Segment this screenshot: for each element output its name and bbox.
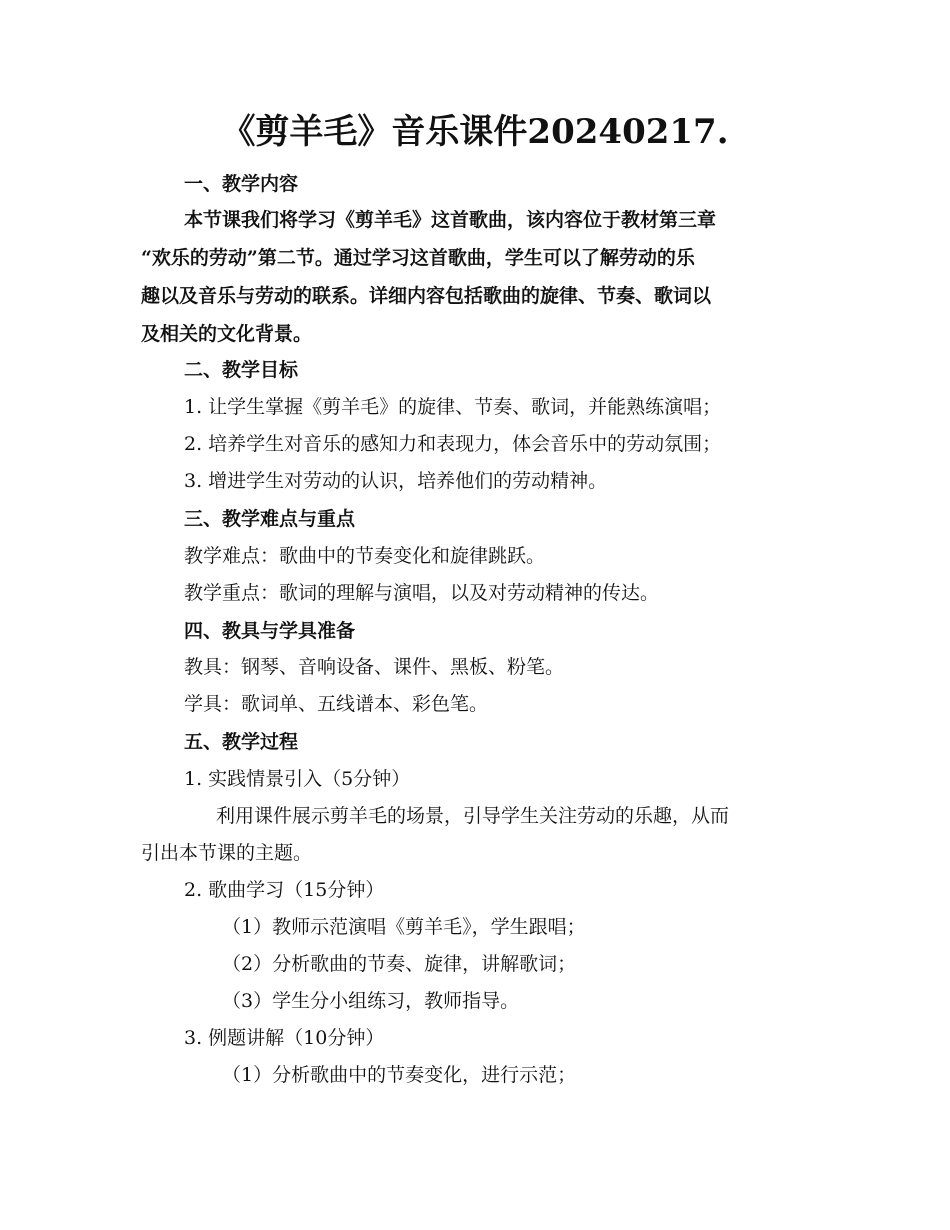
section-heading-process: 五、教学过程 [184,731,299,753]
process-substep-item: （3）学生分小组练习，教师指导。 [222,990,520,1012]
student-tools-text: 学具：歌词单、五线谱本、彩色笔。 [184,693,489,715]
goal-item: 3. 增进学生对劳动的认识，培养他们的劳动精神。 [184,470,608,492]
content-paragraph-line: 及相关的文化背景。 [141,323,313,345]
process-step-paragraph-line: 利用课件展示剪羊毛的场景，引导学生关注劳动的乐趣，从而 [216,805,730,827]
process-step-title: 2. 歌曲学习（15分钟） [184,879,385,901]
document-title: 《剪羊毛》音乐课件20240217. [221,112,729,152]
teacher-tools-text: 教具：钢琴、音响设备、课件、黑板、粉笔。 [184,656,565,678]
section-heading-tools: 四、教具与学具准备 [184,620,356,642]
goal-item: 1. 让学生掌握《剪羊毛》的旋律、节奏、歌词，并能熟练演唱； [184,396,722,418]
content-paragraph-line: 本节课我们将学习《剪羊毛》这首歌曲，该内容位于教材第三章 [184,209,717,231]
process-substep-item: （1）分析歌曲中的节奏变化，进行示范； [222,1064,577,1086]
difficulty-text: 教学难点：歌曲中的节奏变化和旋律跳跃。 [184,545,546,567]
content-paragraph-line: “欢乐的劳动”第二节。通过学习这首歌曲，学生可以了解劳动的乐 [141,247,695,269]
goal-item: 2. 培养学生对音乐的感知力和表现力，体会音乐中的劳动氛围； [184,433,722,455]
section-heading-key-points: 三、教学难点与重点 [184,508,356,530]
content-paragraph-line: 趣以及音乐与劳动的联系。详细内容包括歌曲的旋律、节奏、歌词以 [141,285,712,307]
process-step-title: 1. 实践情景引入（5分钟） [184,768,411,790]
section-heading-content: 一、教学内容 [184,173,299,195]
process-step-paragraph-line: 引出本节课的主题。 [141,842,313,864]
process-substep-item: （1）教师示范演唱《剪羊毛》，学生跟唱； [222,916,586,938]
section-heading-goals: 二、教学目标 [184,359,299,381]
focus-text: 教学重点：歌词的理解与演唱，以及对劳动精神的传达。 [184,582,660,604]
process-step-title: 3. 例题讲解（10分钟） [184,1027,385,1049]
process-substep-item: （2）分析歌曲的节奏、旋律，讲解歌词； [222,953,577,975]
